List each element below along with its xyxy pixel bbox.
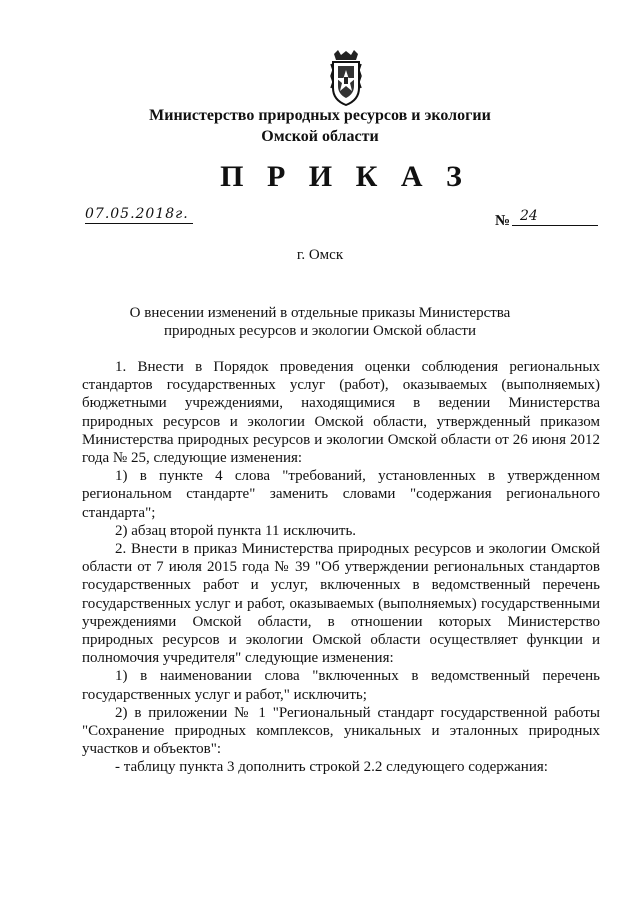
document-city: г. Омск: [296, 247, 344, 263]
organization-name-line1: Министерство природных ресурсов и экологии: [149, 107, 491, 124]
paragraph-2-item-2: 2) в приложении № 1 "Региональный стандарт государственной работы "Сохранение природных комплексов, уникальных и эталонных природных участков и объектов":: [82, 704, 600, 758]
document-title: П Р И К А З: [220, 160, 470, 193]
paragraph-1: 1. Внести в Порядок проведения оценки соблюдения региональных стандартов государственных услуг (работ), оказываемых (выполняемых) бюджетными учреждениями, находящимися в ведении Министерства природных ресурсов и экологии Омской области, утвержденный приказом Министерства природных ресурсов и экологии Омской области от 26 июня 2012 года № 25, следующие изменения:: [82, 359, 600, 467]
document-subject-line2: природных ресурсов и экологии Омской области: [163, 323, 476, 339]
paragraph-2-item-1: 1) в наименовании слова "включенных в ведомственный перечень государственных услуг и работ," исключить;: [82, 668, 600, 703]
document-date: 07.05.2018г.: [85, 205, 193, 224]
organization-name-line2: Омской области: [261, 128, 379, 145]
paragraph-2-table-note: - таблицу пункта 3 дополнить строкой 2.2 следующего содержания:: [115, 759, 548, 776]
document-number-label: №: [495, 213, 511, 229]
document-subject-line1: О внесении изменений в отдельные приказы Министерства: [129, 305, 511, 321]
coat-of-arms-icon: [329, 50, 363, 106]
paragraph-2: 2. Внести в приказ Министерства природных ресурсов и экологии Омской области от 7 июля 2015 года № 39 "Об утверждении региональных стандартов государственных работ и услуг, включенных в ведомственный перечень государственных услуг и работ, оказываемых (выполняемых) государственными учреждениями Омской области, в отношении которых Министерство природных ресурсов и экологии Омской области осуществляет функции и полномочия учредителя" следующие изменения:: [82, 541, 600, 667]
document-body: [82, 358, 600, 777]
paragraph-1-item-2: 2) абзац второй пункта 11 исключить.: [115, 522, 357, 539]
paragraph-1-item-1: 1) в пункте 4 слова "требований, установленных в утвержденном региональном стандарте" заменить словами "содержания регионального стандарта";: [82, 468, 600, 521]
document-number: 24: [512, 207, 598, 226]
